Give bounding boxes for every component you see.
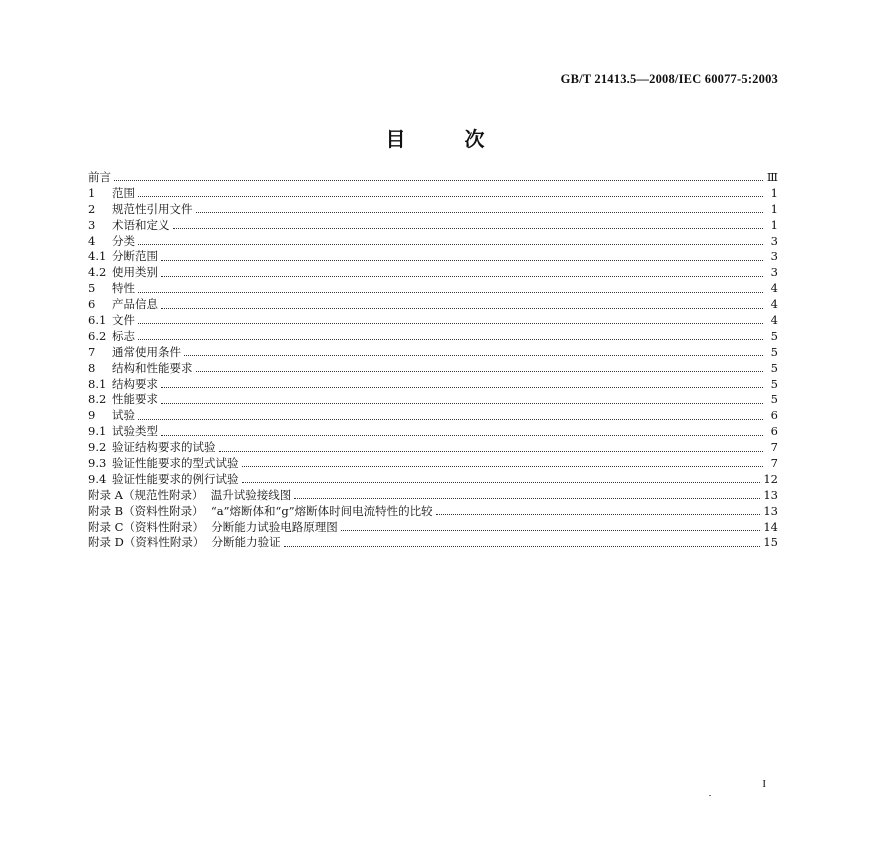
toc-entry-label: 试验类型 <box>112 424 158 439</box>
toc-dot-leader <box>341 530 761 531</box>
toc-entry[interactable] <box>88 281 778 297</box>
toc-entry-label: 特性 <box>112 281 135 296</box>
toc-entry-page: 1 <box>770 185 778 200</box>
toc-entry[interactable] <box>88 313 778 329</box>
toc-entry-page: 5 <box>770 360 778 375</box>
toc-dot-leader <box>284 546 761 547</box>
toc-entry-label: 术语和定义 <box>112 217 170 232</box>
toc-entry-number: 4 <box>88 233 96 248</box>
toc-entry[interactable] <box>88 488 778 504</box>
toc-entry-label: 前言 <box>88 170 111 184</box>
toc-entry[interactable] <box>88 440 778 456</box>
toc-entry[interactable] <box>88 329 778 345</box>
toc-entry[interactable] <box>88 392 778 408</box>
toc-entry-page: 4 <box>770 313 778 328</box>
toc-dot-leader <box>161 276 763 277</box>
toc-entry-number: 8.2 <box>88 392 107 407</box>
toc-dot-leader <box>161 260 763 261</box>
toc-dot-leader <box>161 308 763 309</box>
toc-entry-page: 4 <box>770 297 778 312</box>
toc-entry-page: 5 <box>770 392 778 407</box>
toc-dot-leader <box>138 323 763 324</box>
toc-entry-label: 分类 <box>112 233 135 248</box>
toc-entry-number: 6.1 <box>88 313 107 328</box>
toc-entry-label: 产品信息 <box>112 297 158 312</box>
toc-dot-leader <box>196 212 764 213</box>
toc-entry[interactable] <box>88 456 778 472</box>
scan-speck <box>709 795 711 796</box>
toc-entry-label: 标志 <box>112 328 135 343</box>
toc-entry-page: 6 <box>770 424 778 439</box>
toc-entry-number: 6.2 <box>88 328 107 343</box>
toc-dot-leader <box>184 355 763 356</box>
toc-entry-label: 文件 <box>112 313 135 328</box>
toc-entry[interactable] <box>88 218 778 234</box>
toc-dot-leader <box>219 451 764 452</box>
toc-entry-label: 附录 B（资料性附录） “a”熔断体和“g”熔断体时间电流特性的比较 <box>88 503 433 518</box>
toc-entry-label: 附录 D（资料性附录） 分断能力验证 <box>88 535 281 550</box>
toc-entry-label: 通常使用条件 <box>112 344 181 359</box>
toc-entry-page: 4 <box>770 281 778 296</box>
toc-dot-leader <box>294 498 760 499</box>
toc-entry[interactable] <box>88 345 778 361</box>
toc-dot-leader <box>138 292 763 293</box>
toc-entry-number: 9.1 <box>88 424 107 439</box>
toc-entry-label: 分断范围 <box>112 249 158 264</box>
toc-entry-page: Ⅲ <box>766 170 778 184</box>
toc-dot-leader <box>173 228 764 229</box>
toc-entry[interactable] <box>88 472 778 488</box>
toc-entry[interactable] <box>88 377 778 393</box>
toc-entry-label: 附录 A（规范性附录） 温升试验接线图 <box>88 487 292 502</box>
toc-entry-number: 7 <box>88 344 96 359</box>
toc-entry-label: 附录 C（资料性附录） 分断能力试验电路原理图 <box>88 519 338 534</box>
toc-entry[interactable] <box>88 361 778 377</box>
toc-entry-label: 试验 <box>112 408 135 423</box>
toc-entry[interactable] <box>88 297 778 313</box>
toc-entry-number: 8.1 <box>88 376 107 391</box>
toc-entry-page: 15 <box>763 535 778 550</box>
toc-dot-leader <box>161 387 763 388</box>
toc-entry-page: 6 <box>770 408 778 423</box>
toc-entry-page: 14 <box>763 519 778 534</box>
toc-entry[interactable] <box>88 535 778 551</box>
toc-entry-number: 6 <box>88 297 96 312</box>
toc-entry[interactable] <box>88 520 778 536</box>
toc-entry-number: 9.2 <box>88 440 107 455</box>
toc-title: 目 次 <box>385 127 485 151</box>
toc-entry-page: 1 <box>770 217 778 232</box>
toc-entry-page: 12 <box>763 471 778 486</box>
toc-entry-label: 验证性能要求的型式试验 <box>112 456 239 471</box>
toc-entry[interactable] <box>88 504 778 520</box>
standard-code-header: GB/T 21413.5—2008/IEC 60077-5:2003 <box>560 72 778 86</box>
toc-entry[interactable] <box>88 170 778 186</box>
toc-entry-page: 13 <box>763 487 778 502</box>
toc-dot-leader <box>161 435 763 436</box>
toc-entry-number: 1 <box>88 185 96 200</box>
toc-entry-label: 验证性能要求的例行试验 <box>112 471 239 486</box>
toc-entry-number: 5 <box>88 281 96 296</box>
toc-dot-leader <box>242 482 761 483</box>
toc-entry-label: 规范性引用文件 <box>112 201 193 216</box>
toc-entry-label: 结构和性能要求 <box>112 360 193 375</box>
toc-entry-page: 3 <box>770 249 778 264</box>
toc-entry-page: 13 <box>763 503 778 518</box>
toc-entry-number: 4.1 <box>88 249 107 264</box>
toc-entry-page: 1 <box>770 201 778 216</box>
page-number: I <box>762 778 766 790</box>
toc-entry-label: 性能要求 <box>112 392 158 407</box>
toc-entry-page: 7 <box>770 456 778 471</box>
toc-entry-number: 9.4 <box>88 471 107 486</box>
toc-dot-leader <box>436 514 761 515</box>
toc-entry[interactable] <box>88 234 778 250</box>
toc-dot-leader <box>161 403 763 404</box>
toc-entry-number: 2 <box>88 201 96 216</box>
toc-entry-number: 3 <box>88 217 96 232</box>
toc-entry-page: 3 <box>770 233 778 248</box>
toc-dot-leader <box>196 371 764 372</box>
toc-entry-number: 9 <box>88 408 96 423</box>
toc-entry-number: 8 <box>88 360 96 375</box>
toc-dot-leader <box>138 419 763 420</box>
toc-dot-leader <box>138 196 763 197</box>
toc-entry-label: 结构要求 <box>112 376 158 391</box>
toc-entry-number: 4.2 <box>88 265 107 280</box>
toc-entry-page: 7 <box>770 440 778 455</box>
toc-entry-page: 5 <box>770 328 778 343</box>
toc-entry-page: 5 <box>770 344 778 359</box>
toc-dot-leader <box>138 339 763 340</box>
toc-entry[interactable] <box>88 249 778 265</box>
toc-entry[interactable] <box>88 424 778 440</box>
toc-entry[interactable] <box>88 186 778 202</box>
toc-entry-label: 使用类别 <box>112 265 158 280</box>
toc-entry-label: 范围 <box>112 185 135 200</box>
toc-entry[interactable] <box>88 265 778 281</box>
toc-entry-label: 验证结构要求的试验 <box>112 440 216 455</box>
toc-entry-page: 5 <box>770 376 778 391</box>
toc-dot-leader <box>114 180 763 181</box>
table-of-contents <box>88 170 778 551</box>
toc-entry[interactable] <box>88 202 778 218</box>
toc-entry[interactable] <box>88 408 778 424</box>
toc-entry-number: 9.3 <box>88 456 107 471</box>
toc-dot-leader <box>242 466 764 467</box>
toc-dot-leader <box>138 244 763 245</box>
toc-entry-page: 3 <box>770 265 778 280</box>
